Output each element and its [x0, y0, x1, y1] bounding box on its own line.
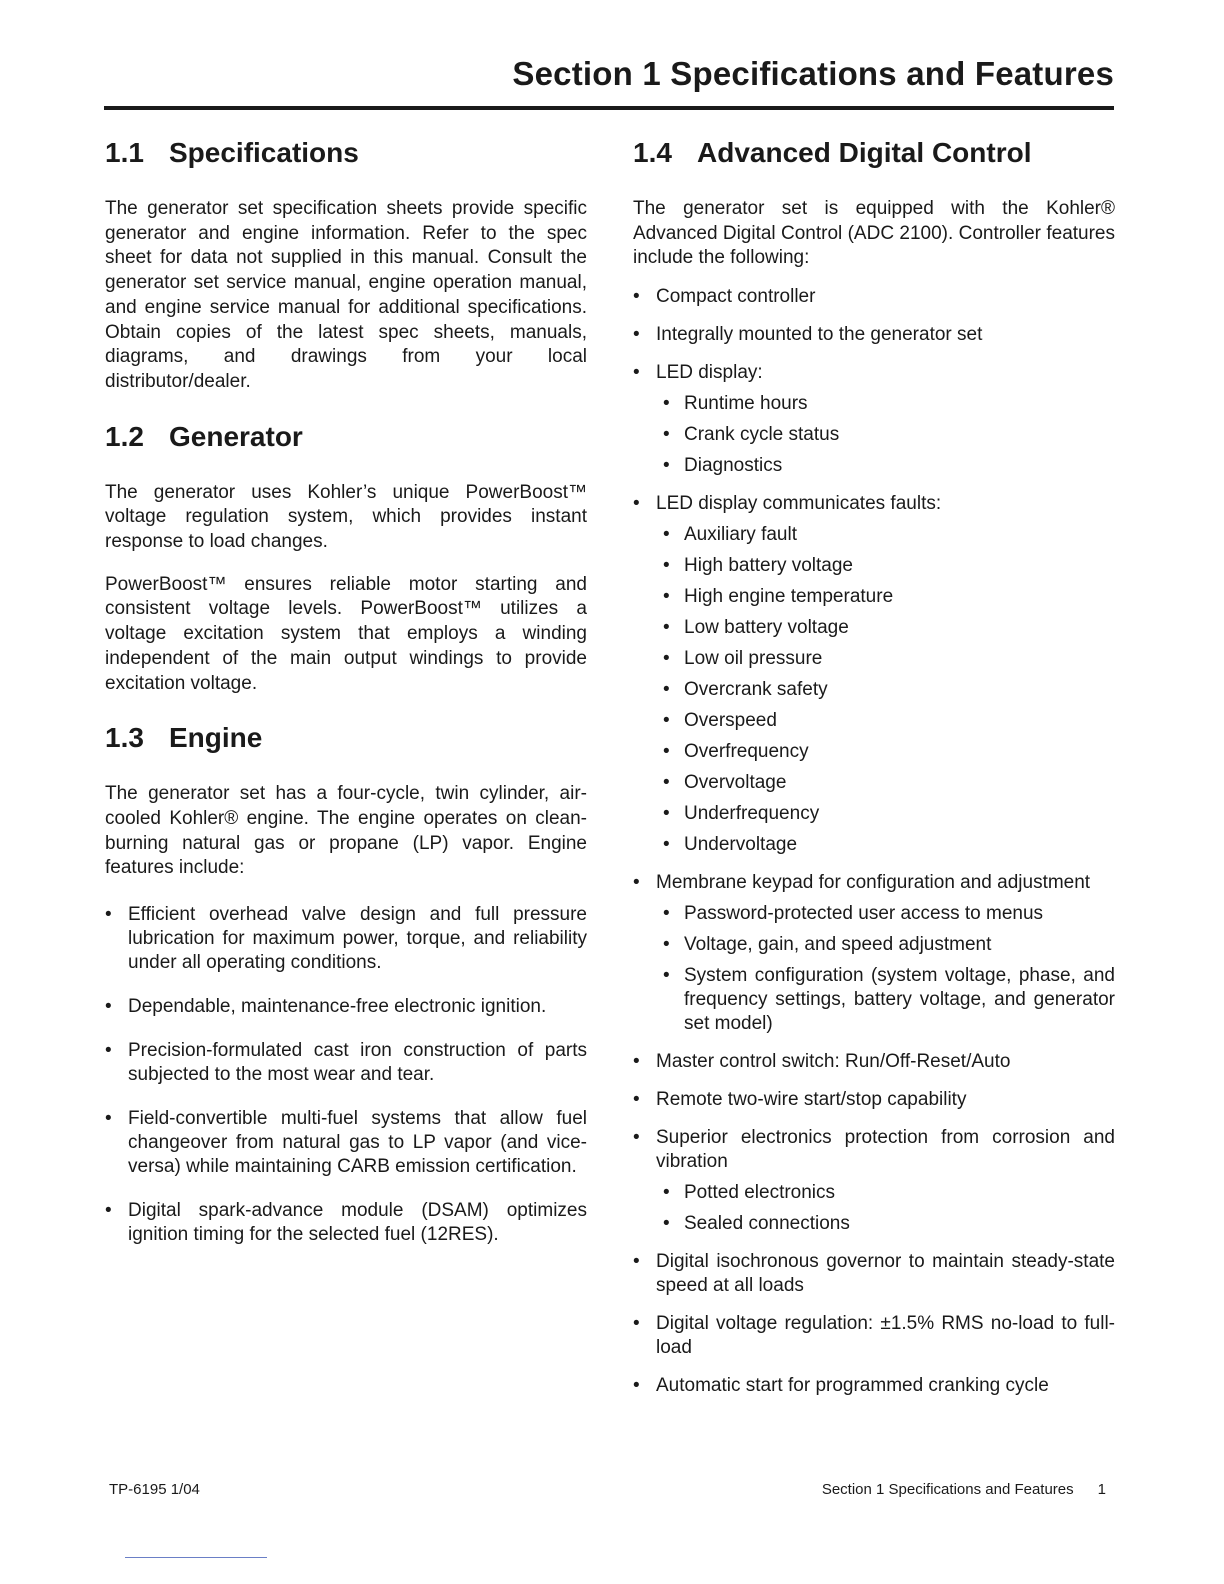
- generator-paragraph-2: PowerBoost™ ensures reliable motor starting and consistent voltage levels. PowerBoost™ utilizes a voltage excitation system that employs a winding independent of the main output windings to provide excitation voltage.: [105, 573, 587, 694]
- list-item-text: LED display communicates faults:: [656, 493, 942, 515]
- section-heading-generator: [105, 417, 587, 457]
- list-item: [633, 361, 1115, 478]
- sub-list: [656, 902, 1115, 1036]
- sub-list-item: • Overvoltage: [656, 771, 1115, 795]
- sub-list-item: • Crank cycle status: [656, 423, 1115, 447]
- sub-list-item: • Underfrequency: [656, 802, 1115, 826]
- list-item: [633, 1374, 1115, 1398]
- section-heading-engine: [105, 718, 587, 758]
- list-item: [633, 492, 1115, 857]
- list-item-text: Compact controller: [656, 286, 816, 308]
- list-item-text: Automatic start for programmed cranking cycle: [656, 1375, 1049, 1397]
- list-item-text: Superior electronics protection from corrosion and vibration: [656, 1127, 1115, 1173]
- section-number: 1.1: [105, 137, 144, 168]
- sub-list-item: • System configuration (system voltage, phase, and frequency settings, battery voltage, and generator set model): [656, 964, 1115, 1036]
- sub-list-item: • Voltage, gain, and speed adjustment: [656, 933, 1115, 957]
- title-rule: [104, 106, 1114, 110]
- engine-intro: The generator set has a four-cycle, twin cylinder, air-cooled Kohler® engine. The engine operates on clean-burning natural gas or propane (LP) vapor. Engine features include:: [105, 783, 587, 879]
- sub-list-item: • Runtime hours: [656, 392, 1115, 416]
- engine-features-list: [105, 903, 587, 1247]
- footer-doc-id: TP-6195 1/04: [109, 1481, 200, 1498]
- sub-list-item: • Diagnostics: [656, 454, 1115, 478]
- generator-paragraph-1: The generator uses Kohler’s unique PowerBoost™ voltage regulation system, which provides instant response to load changes.: [105, 481, 587, 553]
- sub-list-item: • Low battery voltage: [656, 616, 1115, 640]
- sub-list-item: • Overspeed: [656, 709, 1115, 733]
- list-item-text: Membrane keypad for configuration and adjustment: [656, 872, 1091, 894]
- left-column: [105, 133, 587, 1267]
- sub-list-item: • Low oil pressure: [656, 647, 1115, 671]
- list-item: • Field-convertible multi-fuel systems that allow fuel changeover from natural gas to LP vapor (and vice-versa) while maintaining CARB emission certification.: [105, 1107, 587, 1179]
- section-title: Generator: [169, 420, 303, 452]
- list-item: • Efficient overhead valve design and full pressure lubrication for maximum power, torque, and reliability under all operating conditions.: [105, 903, 587, 975]
- list-item: • Digital spark-advance module (DSAM) optimizes ignition timing for the selected fuel (12RES).: [105, 1199, 587, 1247]
- sub-list-item: • High battery voltage: [656, 554, 1115, 578]
- list-item: • Dependable, maintenance-free electronic ignition.: [105, 995, 587, 1019]
- list-item-text: Digital voltage regulation: ±1.5% RMS no-load to full-load: [656, 1313, 1115, 1359]
- sub-list: [656, 392, 1115, 478]
- list-item: [633, 285, 1115, 309]
- section-heading-advanced-digital-control: [633, 133, 1115, 173]
- sub-list-item: • High engine temperature: [656, 585, 1115, 609]
- list-item-text: Digital isochronous governor to maintain steady-state speed at all loads: [656, 1251, 1115, 1297]
- list-item: [633, 1126, 1115, 1236]
- list-item: [633, 1088, 1115, 1112]
- right-column: [633, 133, 1115, 1412]
- list-item-text: Master control switch: Run/Off-Reset/Auto: [656, 1051, 1011, 1073]
- bottom-rule: [125, 1557, 267, 1558]
- section-title: Specifications: [169, 137, 359, 168]
- section-number: 1.3: [105, 722, 144, 754]
- list-item: [633, 1050, 1115, 1074]
- sub-list-item: • Sealed connections: [656, 1212, 1115, 1236]
- sub-list-item: • Overfrequency: [656, 740, 1115, 764]
- sub-list: [656, 523, 1115, 857]
- footer-section-title: Section 1 Specifications and Features: [821, 1481, 1074, 1498]
- page-number: 1: [1097, 1481, 1106, 1498]
- controller-intro: The generator set is equipped with the Kohler® Advanced Digital Control (ADC 2100). Controller features include the following:: [633, 198, 1115, 269]
- footer-section: [822, 1481, 1106, 1498]
- list-item: [633, 871, 1115, 1036]
- list-item: • Precision-formulated cast iron construction of parts subjected to the most wear and tear.: [105, 1039, 587, 1087]
- specifications-paragraph: The generator set specification sheets provide specific generator and engine information. Refer to the spec sheet for data not supplied in this manual. Consult the generator set service manual, engine operation manual, and engine service manual for additional specifications. Obtain copies of the latest spec sheets, manuals, diagrams, and drawings from your local distributor/dealer.: [105, 198, 587, 392]
- list-item: [633, 1250, 1115, 1298]
- list-item: [633, 323, 1115, 347]
- section-heading-specifications: [105, 133, 587, 173]
- sub-list: [656, 1181, 1115, 1236]
- section-number: 1.2: [105, 420, 144, 452]
- sub-list-item: • Potted electronics: [656, 1181, 1115, 1205]
- list-item-text: Integrally mounted to the generator set: [656, 324, 983, 346]
- sub-list-item: • Auxiliary fault: [656, 523, 1115, 547]
- section-number: 1.4: [633, 137, 672, 168]
- sub-list-item: • Undervoltage: [656, 833, 1115, 857]
- page-title: Section 1 Specifications and Features: [512, 55, 1114, 92]
- sub-list-item: • Password-protected user access to menus: [656, 902, 1115, 926]
- section-title: Engine: [169, 722, 263, 754]
- list-item-text: Remote two-wire start/stop capability: [656, 1089, 967, 1111]
- list-item-text: LED display:: [656, 362, 763, 384]
- list-item: [633, 1312, 1115, 1360]
- controller-features-list: [633, 285, 1115, 1398]
- section-title: Advanced Digital Control: [697, 137, 1032, 168]
- sub-list-item: • Overcrank safety: [656, 678, 1115, 702]
